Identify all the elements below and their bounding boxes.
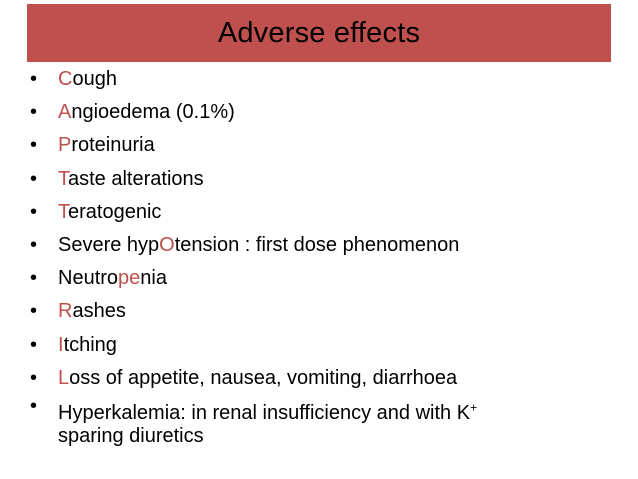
item-highlight-letter: O — [159, 234, 175, 257]
bullet-icon: • — [30, 300, 38, 323]
list-item — [0, 295, 638, 328]
item-highlight-letter: T — [58, 200, 68, 223]
item-text-suffix: ough — [72, 68, 117, 90]
item-highlight-letter: I — [58, 333, 64, 356]
item-text-suffix: eratogenic — [68, 200, 162, 223]
item-highlight-letter: A — [58, 101, 72, 124]
list-item — [0, 362, 638, 395]
item-text-suffix: nia — [140, 267, 167, 290]
bullet-icon: • — [30, 333, 38, 356]
list-item — [0, 63, 638, 96]
title-bar — [27, 4, 611, 62]
list-item — [0, 129, 638, 162]
item-text-prefix: Severe hyp — [58, 234, 160, 257]
item-text-suffix: tension : first dose phenomenon — [174, 234, 460, 257]
bullet-icon: • — [30, 267, 38, 290]
bullet-icon: • — [30, 101, 38, 124]
bullet-icon: • — [30, 167, 38, 190]
item-text-suffix: roteinuria — [71, 134, 155, 157]
list-item — [0, 163, 638, 196]
bullet-list — [0, 63, 638, 448]
list-item — [0, 262, 638, 295]
item-text-suffix: tching — [63, 333, 117, 356]
item-text-suffix: ngioedema (0.1%) — [71, 101, 235, 124]
hyperkalemia-line-2: sparing diuretics — [58, 425, 204, 448]
bullet-icon: • — [30, 200, 38, 223]
list-item — [0, 96, 638, 129]
item-highlight-letter: R — [58, 300, 73, 323]
item-highlight-letter: P — [58, 134, 72, 157]
bullet-icon: • — [30, 68, 38, 90]
list-item — [0, 196, 638, 229]
bullet-icon: • — [30, 134, 38, 157]
list-item — [0, 229, 638, 262]
bullet-icon: • — [30, 366, 38, 389]
item-highlight-letter: T — [58, 167, 68, 190]
item-text-suffix: oss of appetite, nausea, vomiting, diarrhoea — [69, 366, 458, 389]
hyperkalemia-line-1: Hyperkalemia: in renal insufficiency and with K — [58, 402, 471, 425]
item-highlight-letter: L — [58, 366, 70, 389]
potassium-superscript: + — [470, 400, 478, 415]
item-highlight-letter: C — [58, 68, 73, 90]
bullet-icon: • — [30, 395, 38, 418]
list-item — [0, 329, 638, 362]
list-item — [0, 395, 638, 448]
bullet-icon: • — [30, 234, 38, 257]
item-text-suffix: ashes — [72, 300, 126, 323]
item-text-suffix: aste alterations — [68, 167, 204, 190]
item-text-prefix: Neutro — [58, 267, 119, 290]
slide-title: Adverse effects — [217, 16, 421, 49]
item-highlight-letter: pe — [118, 267, 141, 290]
